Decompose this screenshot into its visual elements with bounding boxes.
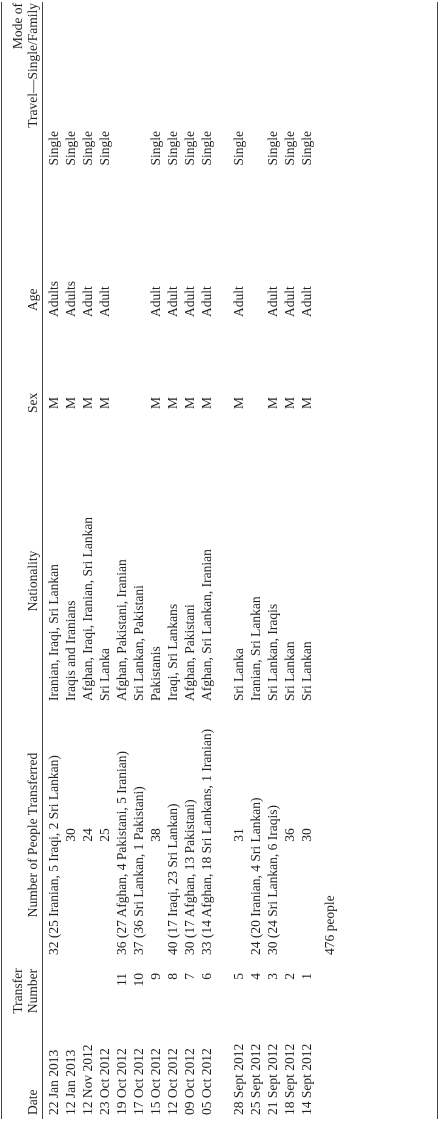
cell-date: 17 Oct 2012 [131, 1048, 146, 1115]
cell-mode-of-travel: Single [199, 131, 214, 166]
cell-date: 18 Sept 2012 [282, 1043, 297, 1115]
cell-nationality: Sri Lankan [299, 641, 314, 701]
header-transfer-number-line1: Transfer [10, 968, 25, 1014]
cell-transfer-number: 3 [265, 973, 280, 980]
cell-date: 15 Oct 2012 [148, 1048, 163, 1115]
cell-number-transferred: 38 [148, 828, 163, 842]
header-nationality: Nationality [25, 550, 40, 612]
cell-nationality: Sri Lankan [282, 641, 297, 701]
table-row [297, 0, 314, 1121]
cell-mode-of-travel: Single [299, 131, 314, 166]
cell-date: 28 Sept 2012 [231, 1043, 246, 1115]
header-transfer-number [10, 965, 40, 1017]
cell-transfer-number: 5 [231, 973, 246, 980]
cell-date: 21 Sept 2012 [265, 1043, 280, 1115]
cell-mode-of-travel: Single [182, 131, 197, 166]
cell-age: Adult [80, 286, 95, 317]
cell-sex: M [148, 396, 163, 409]
table-row [197, 0, 229, 1121]
header-sex: Sex [25, 392, 40, 413]
cell-number-transferred: 36 (27 Afghan, 4 Pakistani, 5 Iranian) [114, 751, 129, 955]
header-age: Age [25, 288, 40, 311]
table-header [2, 0, 42, 1121]
header-mode-of-travel [10, 3, 40, 203]
cell-number-transferred: 37 (36 Sri Lankan, 1 Pakistani) [131, 786, 146, 955]
cell-sex: M [231, 396, 246, 409]
cell-transfer-number: 10 [131, 973, 146, 987]
header-mode-line1: Mode of [10, 3, 25, 50]
cell-mode-of-travel: Single [63, 131, 78, 166]
cell-nationality: Afghan, Sri Lankan, Iranian [199, 549, 214, 701]
cell-date: 12 Nov 2012 [80, 1044, 95, 1115]
cell-nationality: Iraqi, Sri Lankans [165, 603, 180, 701]
cell-transfer-number: 6 [199, 973, 214, 980]
cell-sex: M [63, 396, 78, 409]
cell-age: Adults [63, 280, 78, 317]
cell-sex: M [182, 396, 197, 409]
cell-transfer-number: 8 [165, 973, 180, 980]
cell-date: 23 Oct 2012 [97, 1048, 112, 1115]
table-header-rule [42, 2, 43, 1119]
cell-sex: M [299, 396, 314, 409]
cell-number-transferred: 33 (14 Afghan, 18 Sri Lankans, 1 Iranian) [199, 728, 214, 955]
cell-date: 19 Oct 2012 [114, 1048, 129, 1115]
table-row [112, 0, 129, 1121]
cell-age: Adult [97, 286, 112, 317]
cell-sex: M [46, 396, 61, 409]
cell-nationality: Afghan, Pakistani, Iranian [114, 559, 129, 701]
cell-nationality: Iranian, Sri Lankan [248, 596, 263, 701]
cell-sex: M [97, 396, 112, 409]
cell-number-transferred: 30 [63, 828, 78, 842]
cell-sex: M [282, 396, 297, 409]
header-number-transferred: Number of People Transferred [25, 752, 40, 918]
cell-age: Adult [231, 286, 246, 317]
cell-transfer-number: 1 [299, 973, 314, 980]
cell-mode-of-travel: Single [97, 131, 112, 166]
cell-number-transferred: 24 (20 Iranian, 4 Sri Lankan) [248, 797, 263, 955]
cell-number-transferred: 32 (25 Iranian, 5 Iraqi, 2 Sri Lankan) [46, 755, 61, 955]
table-row [180, 0, 197, 1121]
cell-mode-of-travel: Single [265, 131, 280, 166]
cell-nationality: Sri Lankan, Pakistani [131, 585, 146, 701]
table-row [78, 0, 95, 1121]
cell-sex: M [165, 396, 180, 409]
cell-date: 12 Jan 2013 [63, 1049, 78, 1115]
cell-mode-of-travel: Single [282, 131, 297, 166]
cell-mode-of-travel: Single [80, 131, 95, 166]
cell-nationality: Sri Lanka [231, 648, 246, 701]
cell-date: 22 Jan 2013 [46, 1049, 61, 1115]
table-row [129, 0, 146, 1121]
table-row [229, 0, 246, 1121]
cell-age: Adult [265, 286, 280, 317]
table-row [61, 0, 78, 1121]
cell-total-people: 476 people [322, 895, 337, 955]
cell-number-transferred: 36 [282, 828, 297, 842]
cell-nationality: Sri Lankan, Iraqis [265, 603, 280, 701]
cell-age: Adult [165, 286, 180, 317]
cell-mode-of-travel: Single [231, 131, 246, 166]
cell-age: Adult [299, 286, 314, 317]
table-bottom-rule [437, 2, 438, 1119]
cell-nationality: Iranian, Iraqi, Sri Lankan [46, 564, 61, 701]
cell-number-transferred: 31 [231, 828, 246, 842]
cell-nationality: Pakistanis [148, 646, 163, 701]
cell-age: Adult [148, 286, 163, 317]
cell-mode-of-travel: Single [165, 131, 180, 166]
cell-age: Adult [199, 286, 214, 317]
cell-date: 09 Oct 2012 [182, 1048, 197, 1115]
cell-number-transferred: 24 [80, 828, 95, 842]
cell-transfer-number: 4 [248, 973, 263, 980]
table-row [246, 0, 263, 1121]
cell-nationality: Sri Lanka [97, 648, 112, 701]
table-row [163, 0, 180, 1121]
cell-transfer-number: 7 [182, 973, 197, 980]
cell-age: Adult [182, 286, 197, 317]
cell-date: 14 Sept 2012 [299, 1043, 314, 1115]
table-row [263, 0, 280, 1121]
cell-sex: M [80, 396, 95, 409]
cell-nationality: Afghan, Pakistani [182, 604, 197, 701]
table-row [146, 0, 163, 1121]
cell-mode-of-travel: Single [148, 131, 163, 166]
cell-number-transferred: 30 (17 Afghan, 13 Pakistani) [182, 799, 197, 955]
cell-date: 05 Oct 2012 [199, 1048, 214, 1115]
cell-age: Adults [46, 280, 61, 317]
cell-mode-of-travel: Single [46, 131, 61, 166]
cell-transfer-number: 11 [114, 973, 129, 986]
cell-age: Adult [282, 286, 297, 317]
header-transfer-number-line2: Number [25, 968, 40, 1014]
cell-number-transferred: 30 (24 Sri Lankan, 6 Iraqis) [265, 805, 280, 955]
header-date: Date [25, 1089, 40, 1115]
cell-number-transferred: 40 (17 Iraqi, 23 Sri Lankan) [165, 803, 180, 955]
table-row [280, 0, 297, 1121]
cell-number-transferred: 30 [299, 828, 314, 842]
table-row [44, 0, 61, 1121]
cell-number-transferred: 25 [97, 828, 112, 842]
cell-transfer-number: 2 [282, 973, 297, 980]
table-row [95, 0, 112, 1121]
header-mode-line2: Travel—Single/Family [25, 3, 40, 128]
cell-sex: M [265, 396, 280, 409]
table-row-total [314, 0, 338, 1121]
cell-sex: M [199, 396, 214, 409]
cell-date: 25 Sept 2012 [248, 1043, 263, 1115]
cell-nationality: Afghan, Iraqi, Iranian, Sri Lankan [80, 516, 95, 701]
cell-transfer-number: 9 [148, 973, 163, 980]
table-body [44, 0, 338, 1121]
cell-date: 12 Oct 2012 [165, 1048, 180, 1115]
cell-nationality: Iraqis and Iranians [63, 600, 78, 701]
